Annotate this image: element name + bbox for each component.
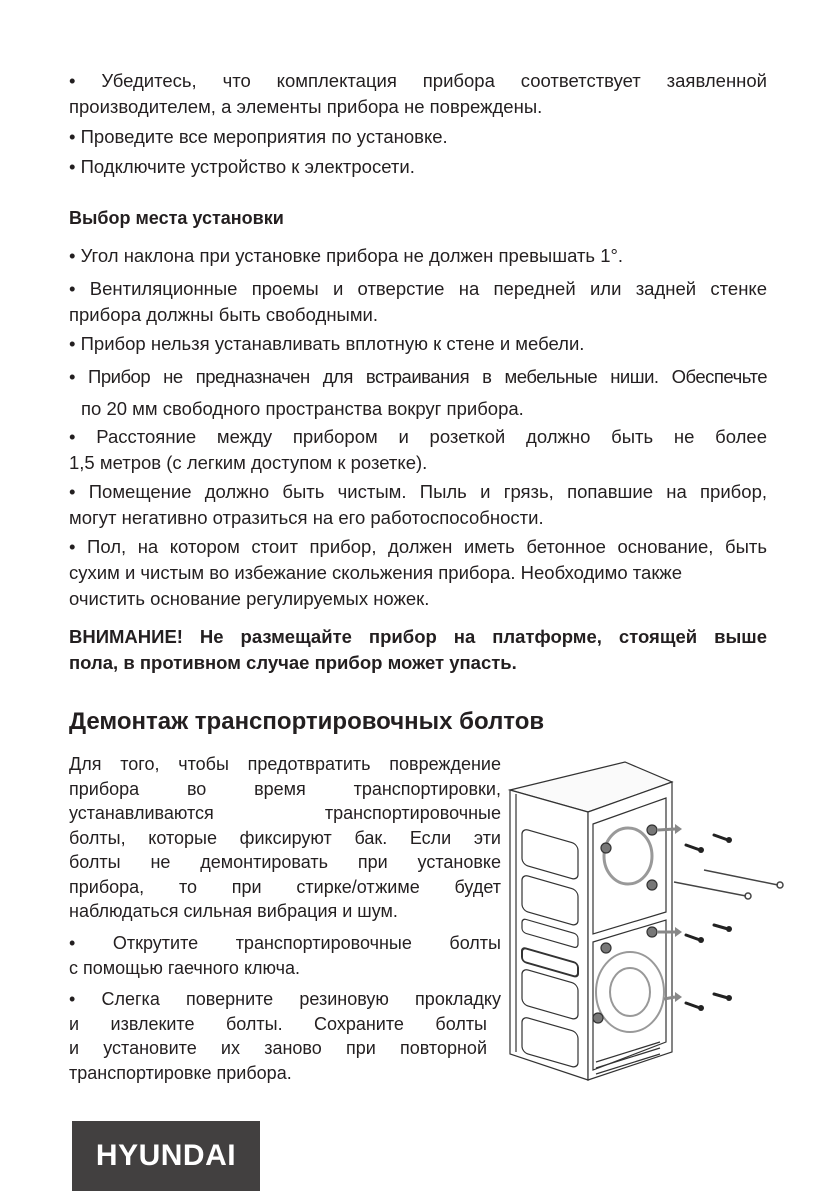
- text-line: 1,5 метров (с легким доступом к розетке).: [69, 452, 428, 473]
- text-line: болты не демонтировать при установке: [69, 852, 501, 872]
- location-bullet-2: [69, 276, 767, 328]
- transport-bolts-illustration: [500, 752, 800, 1092]
- text-line: • Помещение должно быть чистым. Пыль и грязь, попавшие на прибор,: [69, 481, 767, 502]
- text-line: производителем, а элементы прибора не повреждены.: [69, 96, 543, 117]
- intro-bullet-3: [69, 154, 767, 180]
- text-line: • Убедитесь, что комплектация прибора соответствует заявленной: [69, 70, 767, 91]
- text-line: могут негативно отразиться на его работоспособности.: [69, 507, 544, 528]
- text-line: • Проведите все мероприятия по установке.: [69, 126, 448, 147]
- brand-name: HYUNDAI: [95, 1139, 237, 1172]
- location-section-title: Выбор места установки: [69, 208, 284, 228]
- warning-notice: [69, 624, 767, 676]
- text-line: • Подключите устройство к электросети.: [69, 156, 415, 177]
- text-line: прибора, то при стирке/отжиме будет: [69, 876, 501, 897]
- text-line: прибора во время транспортировки,: [69, 778, 501, 799]
- location-bullet-3: [69, 331, 767, 357]
- text-line: и извлеките болты. Сохраните болты: [69, 1013, 487, 1034]
- bolts-intro-paragraph: [69, 752, 501, 924]
- text-line: устанавливаются транспортировочные: [69, 803, 501, 823]
- text-line: • Угол наклона при установке прибора не должен превышать 1°.: [69, 245, 624, 266]
- location-bullet-4: [69, 361, 767, 425]
- text-line: и установите их заново при повторной: [69, 1038, 487, 1058]
- text-line: очистить основание регулируемых ножек.: [69, 588, 430, 609]
- text-line: по 20 мм свободного пространства вокруг прибора.: [81, 398, 524, 419]
- bolts-section-title: Демонтаж транспортировочных болтов: [69, 708, 545, 735]
- text-line: • Вентиляционные проемы и отверстие на передней или задней стенке: [69, 278, 767, 299]
- intro-bullet-1: [69, 68, 767, 120]
- location-bullet-5: [69, 424, 767, 476]
- text-line: • Расстояние между прибором и розеткой должно быть не более: [69, 426, 767, 447]
- text-line: прибора должны быть свободными.: [69, 304, 379, 325]
- text-line: • Открутите транспортировочные болты: [69, 933, 501, 953]
- text-line: Для того, чтобы предотвратить повреждение: [69, 754, 501, 774]
- brand-logo: [72, 1121, 260, 1191]
- text-line: с помощью гаечного ключа.: [69, 957, 301, 978]
- text-line: • Пол, на котором стоит прибор, должен иметь бетонное основание, быть: [69, 536, 767, 557]
- bolts-bullet-2: [69, 987, 501, 1085]
- text-line: • Слегка поверните резиновую прокладку: [69, 989, 501, 1009]
- text-line: • Прибор не предназначен для встраивания в мебельные ниши. Обеспечьте: [69, 366, 767, 387]
- text-line: наблюдаться сильная вибрация и шум.: [69, 901, 398, 921]
- text-line: пола, в противном случае прибор может упасть.: [69, 652, 517, 673]
- text-line: ВНИМАНИЕ! Не размещайте прибор на платформе, стоящей выше: [69, 626, 767, 647]
- text-line: • Прибор нельзя устанавливать вплотную к стене и мебели.: [69, 333, 585, 354]
- text-line: болты, которые фиксируют бак. Если эти: [69, 827, 501, 848]
- location-bullet-1: [69, 243, 767, 269]
- location-bullet-7: [69, 534, 767, 612]
- text-line: сухим и чистым во избежание скольжения прибора. Необходимо также: [69, 562, 683, 583]
- bolts-bullet-1: [69, 931, 501, 980]
- text-line: транспортировке прибора.: [69, 1062, 292, 1083]
- intro-bullet-2: [69, 124, 767, 150]
- location-bullet-6: [69, 479, 767, 531]
- washer-dryer-rear-icon: [500, 752, 800, 1092]
